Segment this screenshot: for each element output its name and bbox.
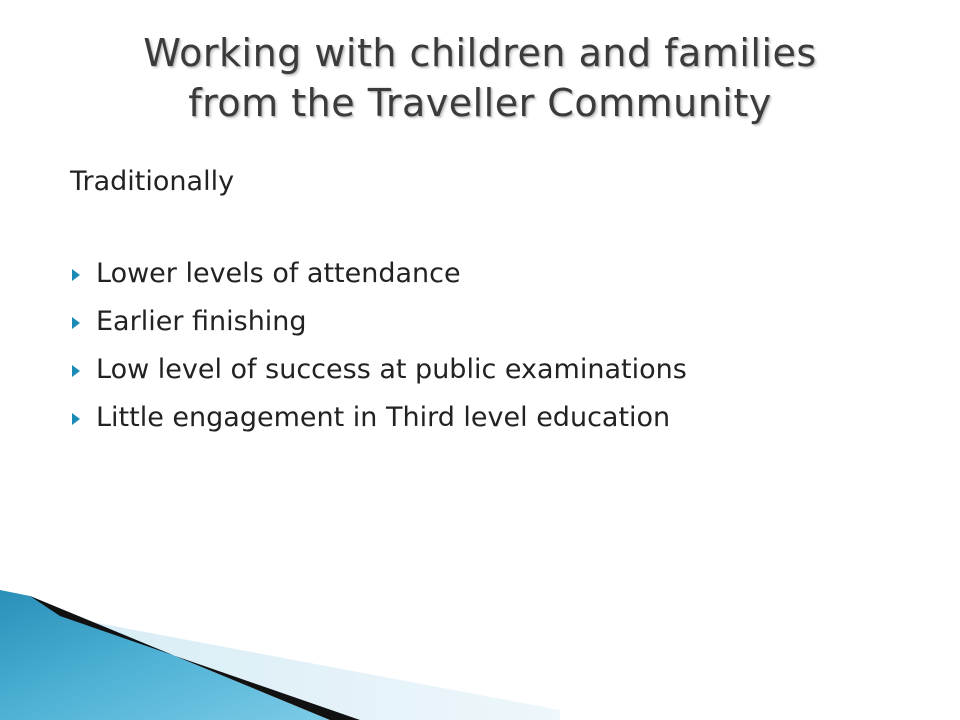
triangle-bullet-icon [72,269,80,281]
bullet-text: Earlier finishing [96,306,307,337]
bullet-item [70,256,930,304]
blue-swoosh [0,590,330,720]
decorative-corner-swoosh [0,590,960,720]
bullet-item [70,304,930,352]
bullet-text: Low level of success at public examinations [96,354,687,385]
intro-text: Traditionally [70,166,235,197]
bullet-text: Lower levels of attendance [96,258,461,289]
triangle-bullet-icon [72,365,80,377]
triangle-bullet-icon [72,317,80,329]
bullet-text: Little engagement in Third level education [96,402,671,433]
bullet-item [70,352,930,400]
bullet-item [70,400,930,448]
content-area [70,164,930,448]
triangle-bullet-icon [72,413,80,425]
bullet-list [70,256,930,448]
slide-title [40,28,920,128]
title-line-1: Working with children and families [143,31,817,75]
title-line-2: from the Traveller Community [188,81,772,125]
